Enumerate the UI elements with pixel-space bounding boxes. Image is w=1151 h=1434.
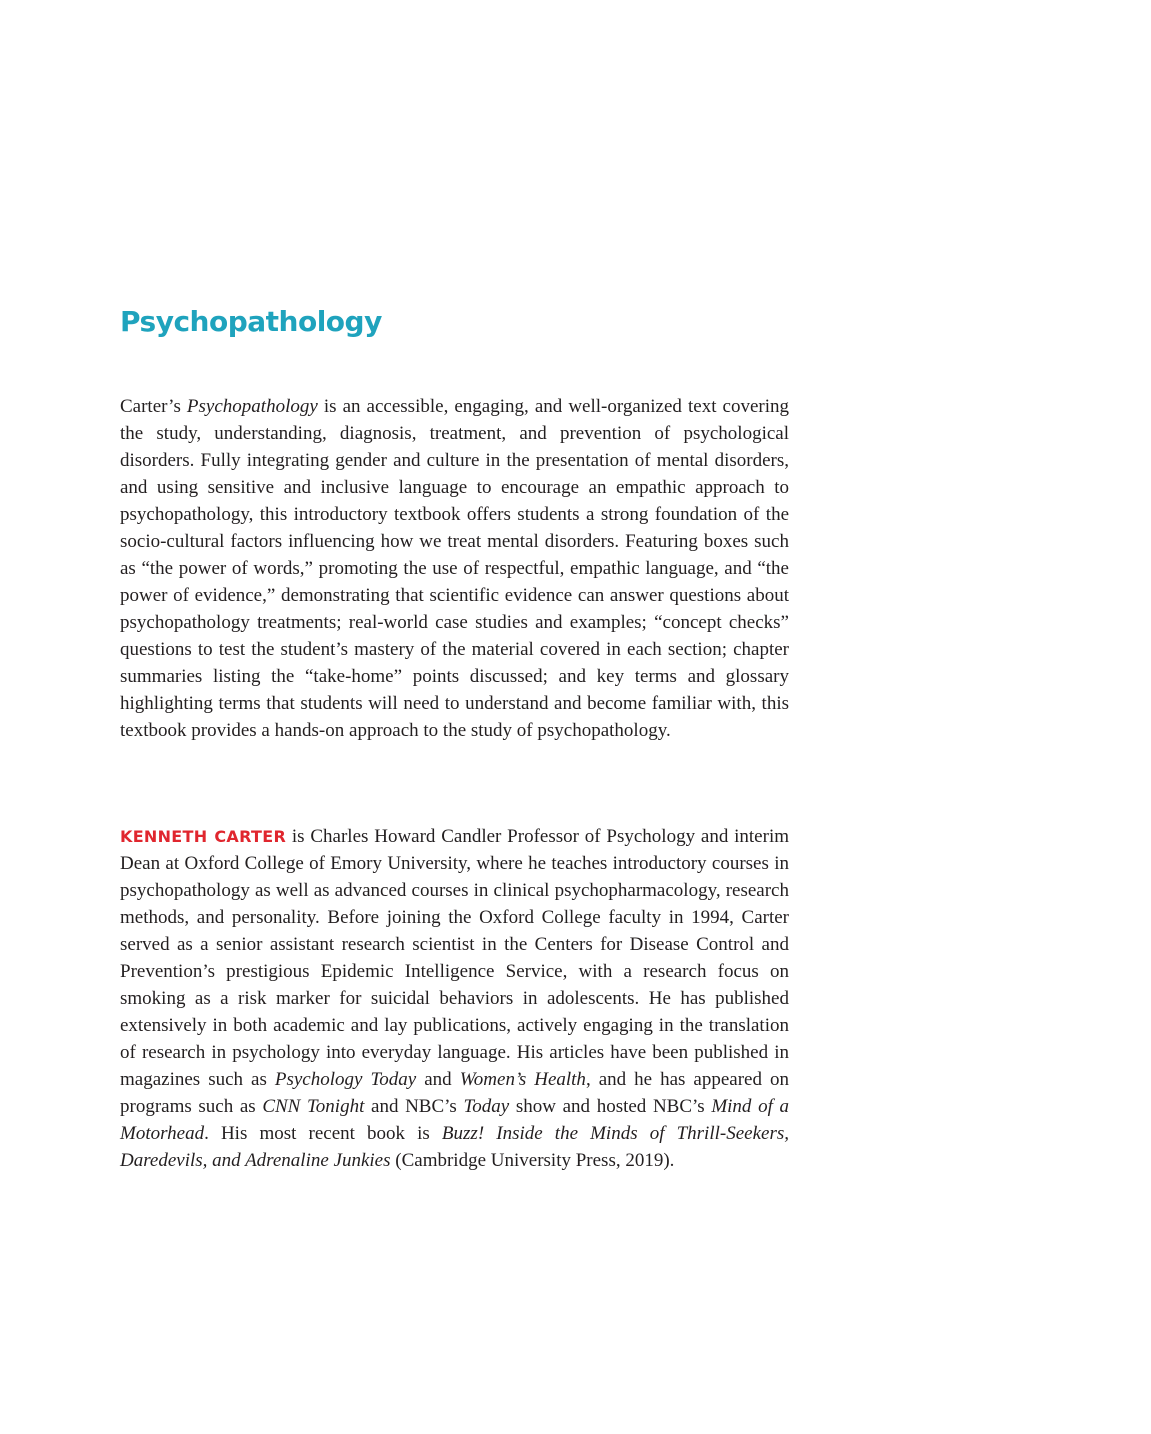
author-name: KENNETH CARTER xyxy=(120,827,287,846)
bio-text: show and hosted NBC’s xyxy=(509,1096,712,1117)
author-bio xyxy=(120,823,789,1174)
program-title: Mind of a Motorhead xyxy=(120,1096,789,1144)
magazine-title: Women’s Health xyxy=(459,1069,586,1090)
program-title: CNN Tonight xyxy=(262,1096,365,1117)
bio-text: is Charles Howard Candler Professor of Psychology and interim Dean at Oxford College of Emory University, where he teaches introductory courses in psychopathology as well as advanced courses in clinical psychopharmacology, research methods, and personality. Before joining the Oxford College faculty in 1994, Carter served as a senior assistant research scientist in the Centers for Disease Control and Prevention’s prestigious Epidemic Intelligence Service, with a research focus on smoking as a risk marker for suicidal behaviors in adolescents. He has published extensively in both academic and lay publications, actively engaging in the translation of research in psychology into everyday language. His articles have been published in magazines such as xyxy=(120,826,790,1090)
bio-text: and NBC’s xyxy=(364,1096,464,1117)
bio-text: and xyxy=(416,1069,460,1090)
bio-text: (Cambridge University Press, 2019). xyxy=(390,1150,675,1171)
program-title: Today xyxy=(463,1096,510,1117)
bio-text: . His most recent book is xyxy=(204,1123,442,1144)
page-title: Psychopathology xyxy=(120,305,382,338)
book-title-italic: Psychopathology xyxy=(186,396,318,417)
bio-text: , and he has appeared on programs such as xyxy=(120,1069,789,1117)
book-description xyxy=(120,393,789,744)
blurb-text: is an accessible, engaging, and well-organized text covering the study, understanding, diagnosis, treatment, and prevention of psychological disorders. Fully integrating gender and culture in the presentation of mental disorders, and using sensitive and inclusive language to encourage an empathic approach to psychopathology, this introductory textbook offers students a strong foundation of the socio-cultural factors influencing how we treat mental disorders. Featuring boxes such as “the power of words,” promoting the use of respectful, empathic language, and “the power of evidence,” demonstrating that scientific evidence can answer questions about psychopathology treatments; real-world case studies and examples; “concept checks” questions to test the student’s mastery of the material covered in each section; chapter summaries listing the “take-home” points discussed; and key terms and glossary highlighting terms that students will need to understand and become familiar with, this textbook provides a hands-on approach to the study of psychopathology. xyxy=(120,396,789,741)
magazine-title: Psychology Today xyxy=(274,1069,417,1090)
book-title-italic: Buzz! Inside the Minds of Thrill-Seekers, Daredevils, and Adrenaline Junkies xyxy=(120,1123,789,1171)
blurb-text: Carter’s xyxy=(120,396,187,417)
